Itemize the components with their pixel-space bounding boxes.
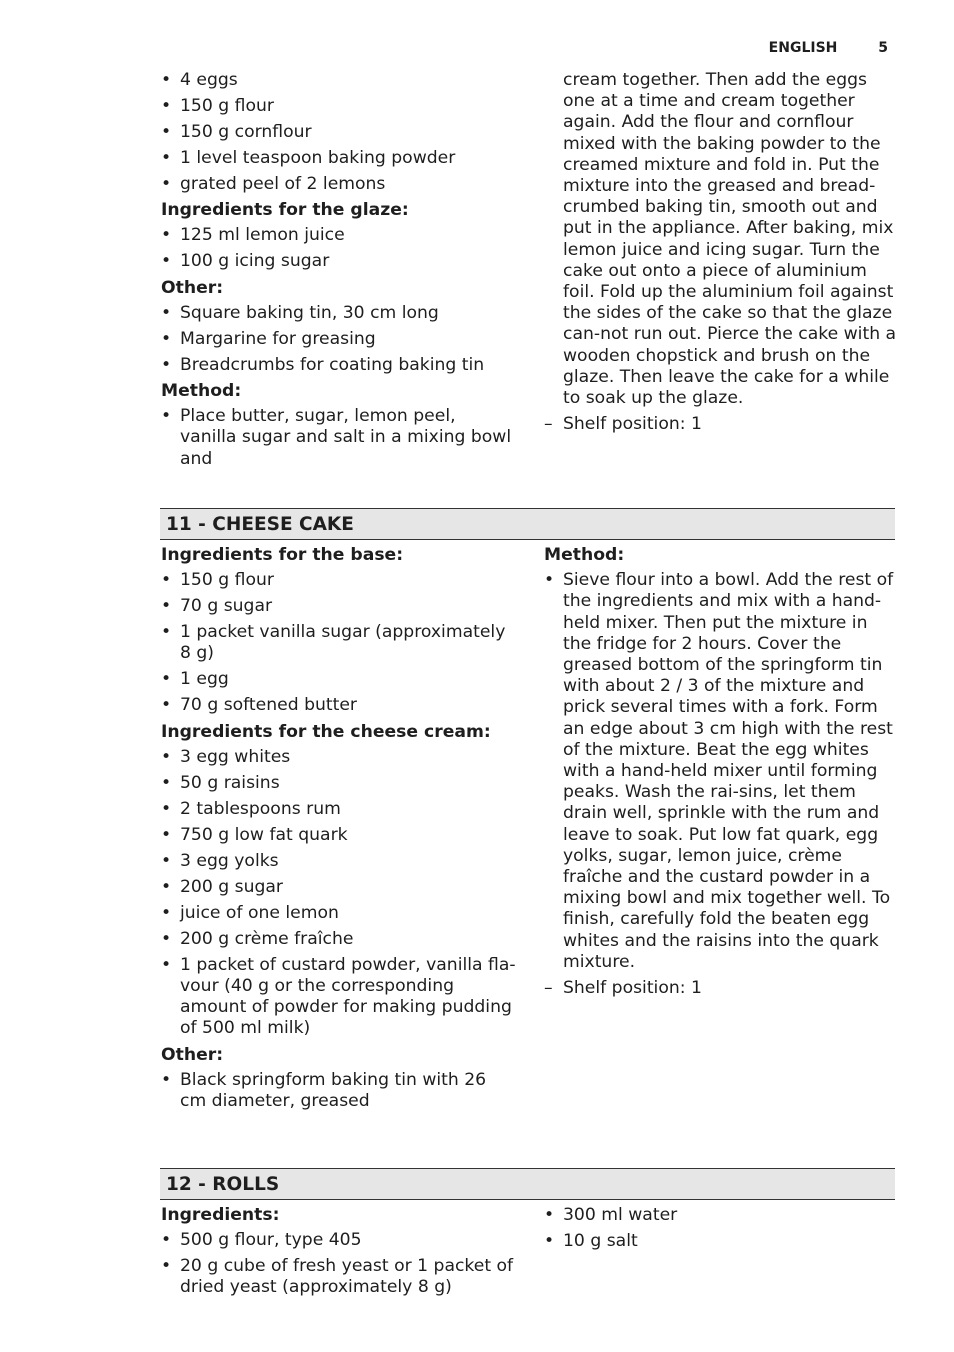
list-item: • 150 g flour <box>161 96 517 117</box>
cream-heading: Ingredients for the cheese cream: <box>161 721 491 742</box>
list-item: • 500 g flour, type 405 <box>161 1230 517 1251</box>
list-item: • 2 tablespoons rum <box>161 799 517 820</box>
list-item: • 150 g flour <box>161 570 517 591</box>
list-item: • 200 g crème fraîche <box>161 929 517 950</box>
list-item: • 150 g cornflour <box>161 122 517 143</box>
method-continued-text: cream together. Then add the eggs one at a time and cream together again. Add the flour and cornflour mixed with the baking powder to the creamed mixture and fold in. Put the mixture into the greased and bread-crumbed baking tin, smooth out and put in the appliance. After baking, mix lemon juice and icing sugar. Turn the cake out onto a piece of aluminium foil. Fold up the aluminium foil against the sides of the cake so that the glaze can-not run out. Pierce the cake with a wooden chopstick and brush on the glaze. Then leave the cake for a while to soak up the glaze. <box>563 70 897 409</box>
base-list <box>161 570 517 716</box>
other-heading: Other: <box>161 277 224 298</box>
language-label: ENGLISH <box>768 40 838 56</box>
method-heading: Method: <box>161 381 242 402</box>
list-item: • 3 egg whites <box>161 747 517 768</box>
other-list <box>161 1070 517 1112</box>
other-heading: Other: <box>161 1044 224 1065</box>
cream-list <box>161 747 517 1040</box>
list-item: • Margarine for greasing <box>161 329 517 350</box>
page-header <box>769 40 888 56</box>
list-item: • Place butter, sugar, lemon peel, vanilla sugar and salt in a mixing bowl and <box>161 406 517 470</box>
list-item: • 100 g icing sugar <box>161 251 517 272</box>
list-item: • 10 g salt <box>544 1231 900 1252</box>
cheese-cake-right-column <box>544 545 896 999</box>
ingredients-heading: Ingredients: <box>161 1205 280 1225</box>
list-item: • 20 g cube of fresh yeast or 1 packet of dried yeast (approximately 8 g) <box>161 1256 517 1298</box>
list-item: • 125 ml lemon juice <box>161 225 517 246</box>
list-item: • 1 egg <box>161 669 517 690</box>
lemon-cake-right-column <box>544 70 900 435</box>
glaze-heading: Ingredients for the glaze: <box>161 200 409 221</box>
rolls-left-column <box>161 1205 517 1303</box>
section-title-cheese-cake: 11 - CHEESE CAKE <box>160 508 895 540</box>
list-item: • 4 eggs <box>161 70 517 91</box>
list-item: • 70 g softened butter <box>161 695 517 716</box>
list-item: • 1 level teaspoon baking powder <box>161 148 517 169</box>
list-item: • Sieve flour into a bowl. Add the rest of the ingredients and mix with a hand-held mixer. Then put the mixture in the fridge for 2 hours. Cover the greased bottom of the springform tin with about 2 / 3 of the mixture and prick several times with a fork. Form an edge about 3 cm high with the rest of the mixture. Beat the egg whites with a hand-held mixer until forming peaks. Wash the rai-sins, let them drain well, sprinkle with the rum and leave to soak. Put low fat quark, egg yolks, sugar, lemon juice, crème fraîche and the custard powder in a mixing bowl and mix together well. To finish, carefully fold the beaten egg whites and the raisins into the quark mixture. <box>544 570 896 973</box>
page-number: 5 <box>878 40 888 56</box>
method-heading: Method: <box>544 545 625 565</box>
method-list <box>544 570 896 999</box>
method-list <box>161 406 517 470</box>
list-item: • 70 g sugar <box>161 596 517 617</box>
list-item: • Square baking tin, 30 cm long <box>161 303 517 324</box>
shelf-position: – Shelf position: 1 <box>544 414 900 435</box>
lemon-cake-ingredients-list <box>161 70 517 195</box>
list-item: • Breadcrumbs for coating baking tin <box>161 355 517 376</box>
rolls-right-column <box>544 1205 900 1257</box>
shelf-position: – Shelf position: 1 <box>544 978 896 999</box>
list-item: • Black springform baking tin with 26 cm diameter, greased <box>161 1070 517 1112</box>
ingredients-list <box>161 1230 517 1298</box>
list-item: • 50 g raisins <box>161 773 517 794</box>
base-heading: Ingredients for the base: <box>161 545 404 565</box>
list-item: • 1 packet of custard powder, vanilla fla-vour (40 g or the corresponding amount of powder for making pudding of 500 ml milk) <box>161 955 517 1040</box>
other-list <box>161 303 517 376</box>
list-item: • 300 ml water <box>544 1205 900 1226</box>
list-item: • 1 packet vanilla sugar (approximately 8 g) <box>161 622 517 664</box>
list-item: • juice of one lemon <box>161 903 517 924</box>
cheese-cake-left-column <box>161 545 517 1117</box>
list-item: • grated peel of 2 lemons <box>161 174 517 195</box>
list-item: • 750 g low fat quark <box>161 825 517 846</box>
glaze-list <box>161 225 517 272</box>
ingredients-list-continued <box>544 1205 900 1252</box>
section-title-rolls: 12 - ROLLS <box>160 1168 895 1200</box>
lemon-cake-left-column <box>161 70 517 475</box>
list-item: • 3 egg yolks <box>161 851 517 872</box>
list-item: • 200 g sugar <box>161 877 517 898</box>
